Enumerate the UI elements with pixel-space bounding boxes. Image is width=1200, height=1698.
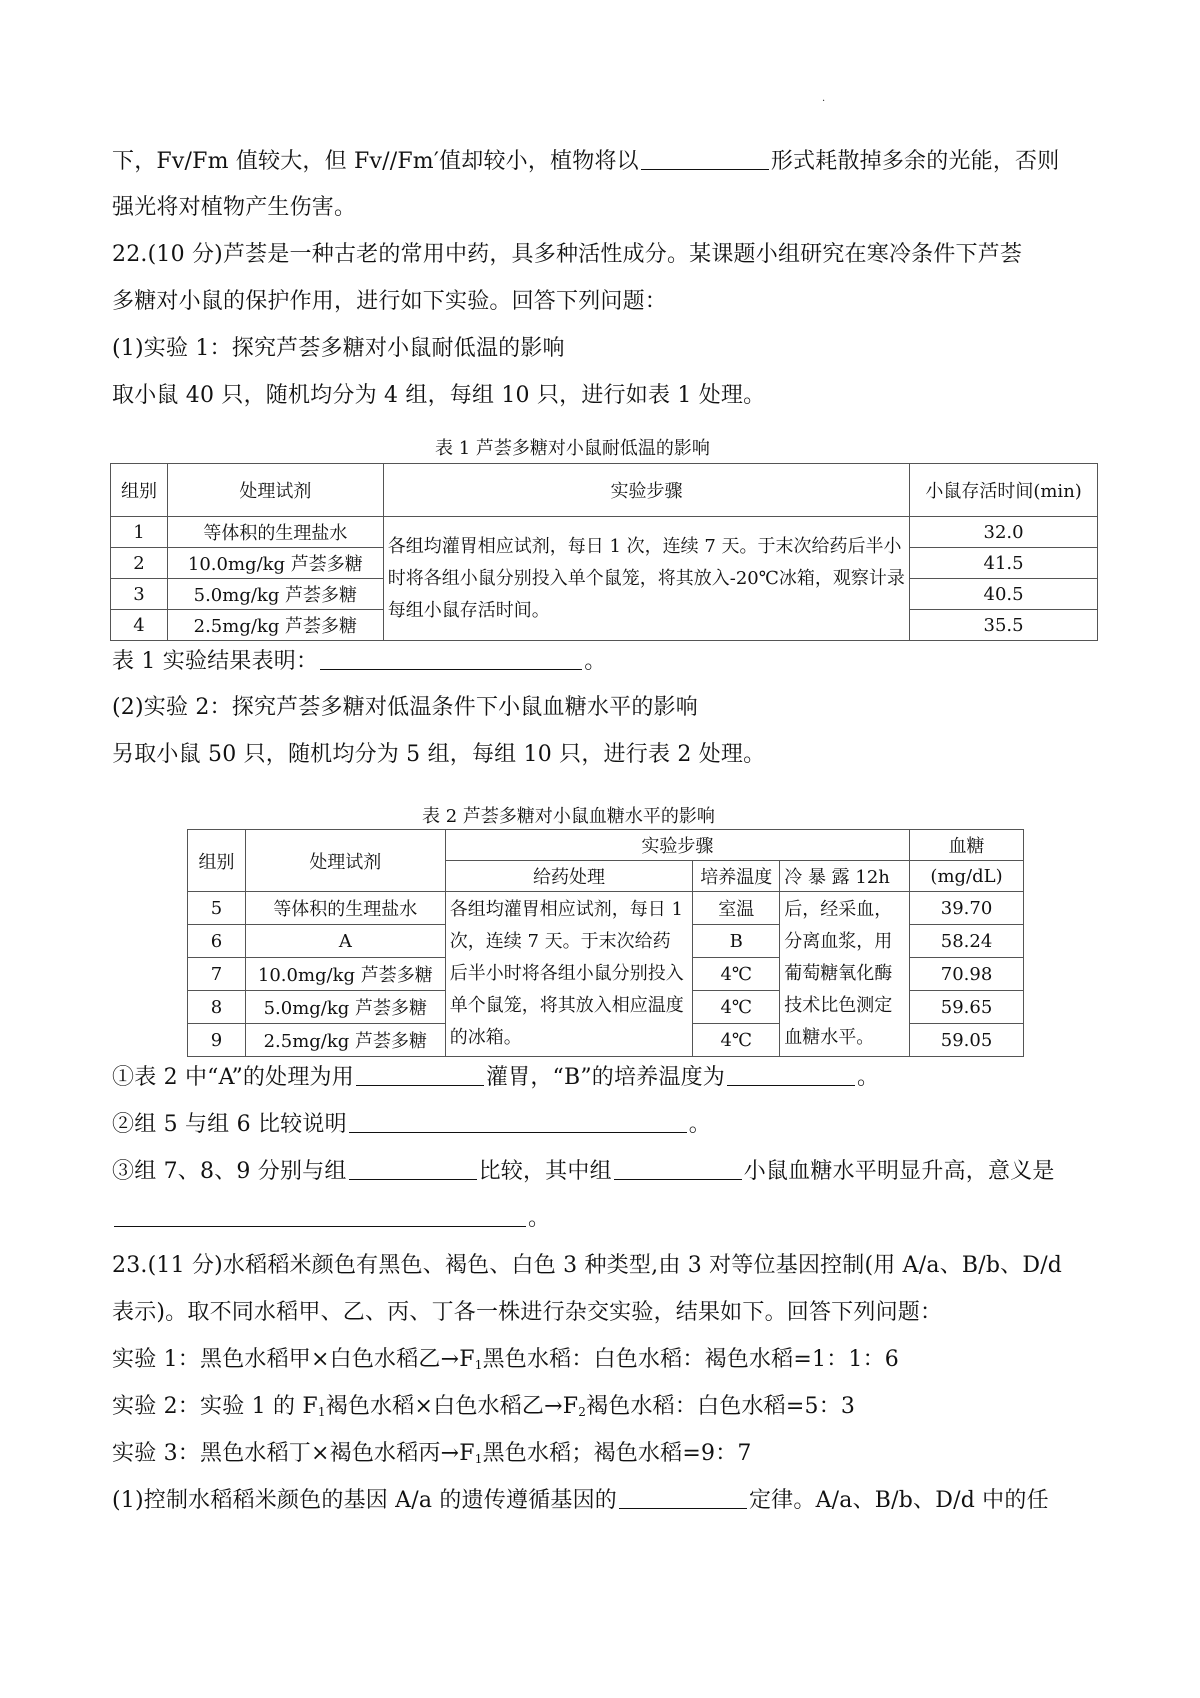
table-row (111, 517, 1098, 548)
table-cell: 8 (188, 991, 246, 1024)
answer-blank[interactable] (349, 1112, 687, 1133)
table1 (110, 463, 1098, 641)
q22-exp1-desc: 取小鼠 40 只，随机均分为 4 组，每组 10 只，进行如表 1 处理。 (112, 383, 766, 408)
table-cell: 39.70 (910, 892, 1024, 925)
table1-header-survival: 小鼠存活时间(min) (910, 464, 1098, 517)
answer-blank[interactable] (619, 1488, 747, 1509)
table2-cold-text: 后，经采血，分离血浆，用葡萄糖氧化酶技术比色测定血糖水平。 (780, 892, 910, 1057)
intro-line-1: 下，Fv/Fm 值较大，但 Fv//Fm′值却较小，植物将以 形式耗散掉多余的光能，否则 (112, 149, 1060, 174)
q22-sub2: ②组 5 与组 6 比较说明 。 (112, 1112, 711, 1137)
table-cell: 10.0mg/kg 芦荟多糖 (245, 958, 445, 991)
q23-stem-line-2: 表示)。取不同水稻甲、乙、丙、丁各一株进行杂交实验，结果如下。回答下列问题： (112, 1300, 943, 1325)
table1-header-row (111, 464, 1098, 517)
table2-drug-text: 各组均灌胃相应试剂，每日 1 次，连续 7 天。于末次给药后半小时将各组小鼠分别投入单个鼠笼，将其放入相应温度的冰箱。 (445, 892, 693, 1057)
q22-exp2-desc: 另取小鼠 50 只，随机均分为 5 组，每组 10 只，进行表 2 处理。 (112, 742, 766, 767)
table2-header-cold: 冷 暴 露 12h (780, 861, 910, 892)
q22-exp2-title: (2)实验 2：探究芦荟多糖对低温条件下小鼠血糖水平的影响 (112, 695, 698, 720)
intro-line-2: 强光将对植物产生伤害。 (112, 195, 357, 220)
table-cell: 1 (111, 517, 168, 548)
table-cell: 35.5 (910, 610, 1098, 641)
table-cell: 2.5mg/kg 芦荟多糖 (167, 610, 383, 641)
table-cell: 等体积的生理盐水 (245, 892, 445, 925)
page-dot: · (822, 96, 826, 107)
table1-header-group: 组别 (111, 464, 168, 517)
table2-header-row-1 (188, 830, 1024, 861)
q22-stem-line-1: 22.(10 分)芦荟是一种古老的常用中药，具多种活性成分。某课题小组研究在寒冷条件下芦荟 (112, 242, 1023, 267)
table-cell: 5.0mg/kg 芦荟多糖 (167, 579, 383, 610)
answer-blank[interactable] (320, 649, 582, 670)
table-row (188, 892, 1024, 925)
answer-blank[interactable] (614, 1159, 742, 1180)
table1-header-steps: 实验步骤 (383, 464, 909, 517)
answer-blank[interactable] (727, 1065, 855, 1086)
q23-exp3: 实验 3：黑色水稻丁×褐色水稻丙$\to F_1$黑色水稻；褐色水稻=9：7 (112, 1441, 752, 1466)
table-cell: 6 (188, 925, 246, 958)
table2-header-glucose: 血糖 (910, 830, 1024, 861)
q22-stem-line-2: 多糖对小鼠的保护作用，进行如下实验。回答下列问题： (112, 289, 668, 314)
table-cell: 7 (188, 958, 246, 991)
table-cell: 5.0mg/kg 芦荟多糖 (245, 991, 445, 1024)
table-cell: 2 (111, 548, 168, 579)
q22-sub1: ①表 2 中“A”的处理为用 灌胃，“B”的培养温度为 。 (112, 1065, 880, 1090)
table-cell: 59.05 (910, 1024, 1024, 1057)
table2-header-temp: 培养温度 (693, 861, 780, 892)
table2-caption: 表 2 芦荟多糖对小鼠血糖水平的影响 (422, 806, 715, 827)
q22-sub3-answer-line: 。 (112, 1204, 550, 1234)
q22-exp1-title: (1)实验 1：探究芦荟多糖对小鼠耐低温的影响 (112, 336, 565, 361)
table-cell: 4℃ (693, 1024, 780, 1057)
answer-blank[interactable] (641, 149, 769, 170)
q23-sub1: (1)控制水稻稻米颜色的基因 A/a 的遗传遵循基因的 定律。A/a、B/b、D/d 中的任 (112, 1488, 1049, 1513)
table-cell: A (245, 925, 445, 958)
table1-caption: 表 1 芦荟多糖对小鼠耐低温的影响 (435, 438, 710, 459)
q23-exp2: 实验 2：实验 1 的 $F_1$褐色水稻×白色水稻乙$\to F_2$褐色水稻：白色水稻=5：3 (112, 1394, 856, 1419)
q23-stem-line-1: 23.(11 分)水稻稻米颜色有黑色、褐色、白色 3 种类型,由 3 对等位基因控制(用 A/a、B/b、D/d (112, 1253, 1063, 1278)
table-cell: 58.24 (910, 925, 1024, 958)
table-cell: 32.0 (910, 517, 1098, 548)
answer-blank[interactable] (356, 1065, 484, 1086)
table2-header-unit: (mg/dL) (910, 861, 1024, 892)
table-cell: 3 (111, 579, 168, 610)
table2-header-group: 组别 (188, 830, 246, 892)
table1-header-reagent: 处理试剂 (167, 464, 383, 517)
table-cell: 40.5 (910, 579, 1098, 610)
table-cell: 70.98 (910, 958, 1024, 991)
table-cell: 4℃ (693, 958, 780, 991)
table2 (187, 829, 1024, 1057)
q22-sub3: ③组 7、8、9 分别与组 比较，其中组 小鼠血糖水平明显升高，意义是 (112, 1159, 1055, 1184)
q23-exp1: 实验 1：黑色水稻甲×白色水稻乙$\to F_1$黑色水稻：白色水稻：褐色水稻=1：1：6 (112, 1347, 900, 1372)
answer-blank[interactable] (349, 1159, 477, 1180)
table2-header-steps: 实验步骤 (445, 830, 909, 861)
table-cell: 59.65 (910, 991, 1024, 1024)
table-cell: 4℃ (693, 991, 780, 1024)
table-cell: 等体积的生理盐水 (167, 517, 383, 548)
table-cell: 10.0mg/kg 芦荟多糖 (167, 548, 383, 579)
table-cell: B (693, 925, 780, 958)
table-cell: 4 (111, 610, 168, 641)
table-cell: 41.5 (910, 548, 1098, 579)
table-cell: 室温 (693, 892, 780, 925)
table2-header-drug: 给药处理 (445, 861, 693, 892)
table-cell: 9 (188, 1024, 246, 1057)
table2-header-reagent: 处理试剂 (245, 830, 445, 892)
table1-steps-text: 各组均灌胃相应试剂，每日 1 次，连续 7 天。于末次给药后半小时将各组小鼠分别投入单个鼠笼，将其放入-20℃冰箱，观察计录每组小鼠存活时间。 (383, 517, 909, 641)
table-cell: 2.5mg/kg 芦荟多糖 (245, 1024, 445, 1057)
table-cell: 5 (188, 892, 246, 925)
table1-result-line: 表 1 实验结果表明： 。 (112, 649, 607, 674)
answer-blank[interactable] (114, 1206, 526, 1227)
